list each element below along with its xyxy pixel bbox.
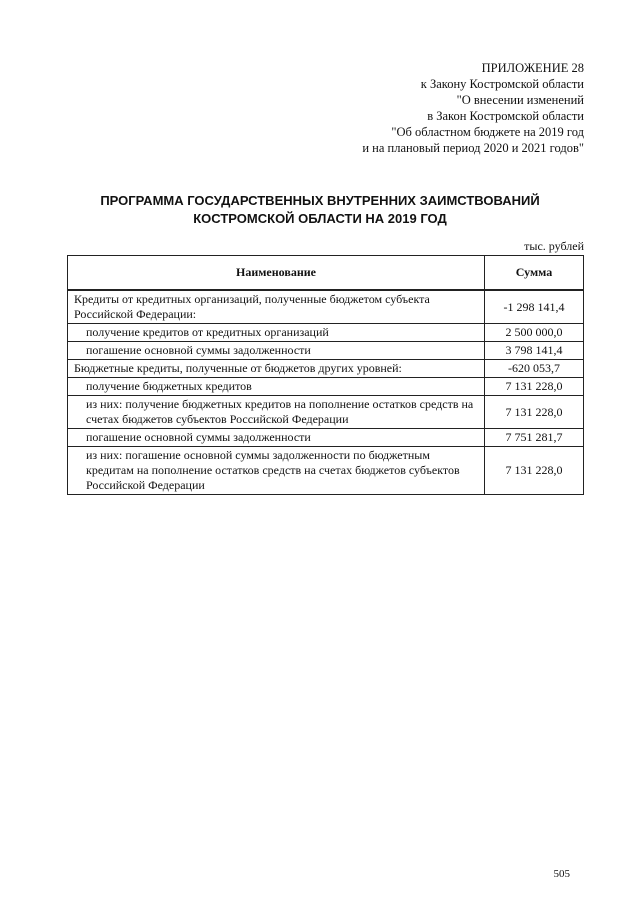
row-name: погашение основной суммы задолженности: [68, 429, 485, 447]
table-row: [68, 447, 584, 495]
row-amount: 7 131 228,0: [485, 396, 584, 429]
borrowing-program-table: [67, 255, 584, 495]
units-label: тыс. рублей: [524, 239, 584, 253]
appendix-header-line: к Закону Костромской области: [420, 77, 584, 91]
appendix-header-line: в Закон Костромской области: [427, 109, 584, 123]
row-amount: 3 798 141,4: [485, 342, 584, 360]
row-name: из них: получение бюджетных кредитов на пополнение остатков средств на счетах бюджетов субъектов Российской Федерации: [68, 396, 485, 429]
row-name: получение бюджетных кредитов: [68, 378, 485, 396]
appendix-header: [362, 60, 584, 156]
page-number: 505: [553, 868, 570, 880]
appendix-header-line: "О внесении изменений: [456, 93, 584, 107]
document-title-line-1: ПРОГРАММА ГОСУДАРСТВЕННЫХ ВНУТРЕННИХ ЗАИМСТВОВАНИЙ: [100, 193, 540, 208]
row-amount: 7 131 228,0: [485, 378, 584, 396]
row-name: Кредиты от кредитных организаций, полученные бюджетом субъекта Российской Федерации:: [68, 290, 485, 324]
table-row: [68, 360, 584, 378]
document-title: [0, 192, 640, 228]
table-row: [68, 378, 584, 396]
row-amount: -1 298 141,4: [485, 290, 584, 324]
row-name: погашение основной суммы задолженности: [68, 342, 485, 360]
appendix-header-line: ПРИЛОЖЕНИЕ 28: [481, 61, 584, 75]
appendix-header-line: "Об областном бюджете на 2019 год: [391, 125, 584, 139]
table-row: [68, 429, 584, 447]
row-amount: 2 500 000,0: [485, 324, 584, 342]
table-row: [68, 396, 584, 429]
row-amount: 7 751 281,7: [485, 429, 584, 447]
table-header-row: [68, 256, 584, 291]
row-name: Бюджетные кредиты, полученные от бюджетов других уровней:: [68, 360, 485, 378]
table-row: [68, 324, 584, 342]
column-header-amount: Сумма: [485, 256, 584, 291]
row-name: получение кредитов от кредитных организаций: [68, 324, 485, 342]
table-row: [68, 342, 584, 360]
row-amount: -620 053,7: [485, 360, 584, 378]
document-title-line-2: КОСТРОМСКОЙ ОБЛАСТИ НА 2019 ГОД: [193, 211, 447, 226]
row-amount: 7 131 228,0: [485, 447, 584, 495]
appendix-header-line: и на плановый период 2020 и 2021 годов": [362, 141, 584, 155]
table-row: [68, 290, 584, 324]
column-header-name: Наименование: [68, 256, 485, 291]
row-name: из них: погашение основной суммы задолженности по бюджетным кредитам на пополнение остатков средств на счетах бюджетов субъектов Российской Федерации: [68, 447, 485, 495]
